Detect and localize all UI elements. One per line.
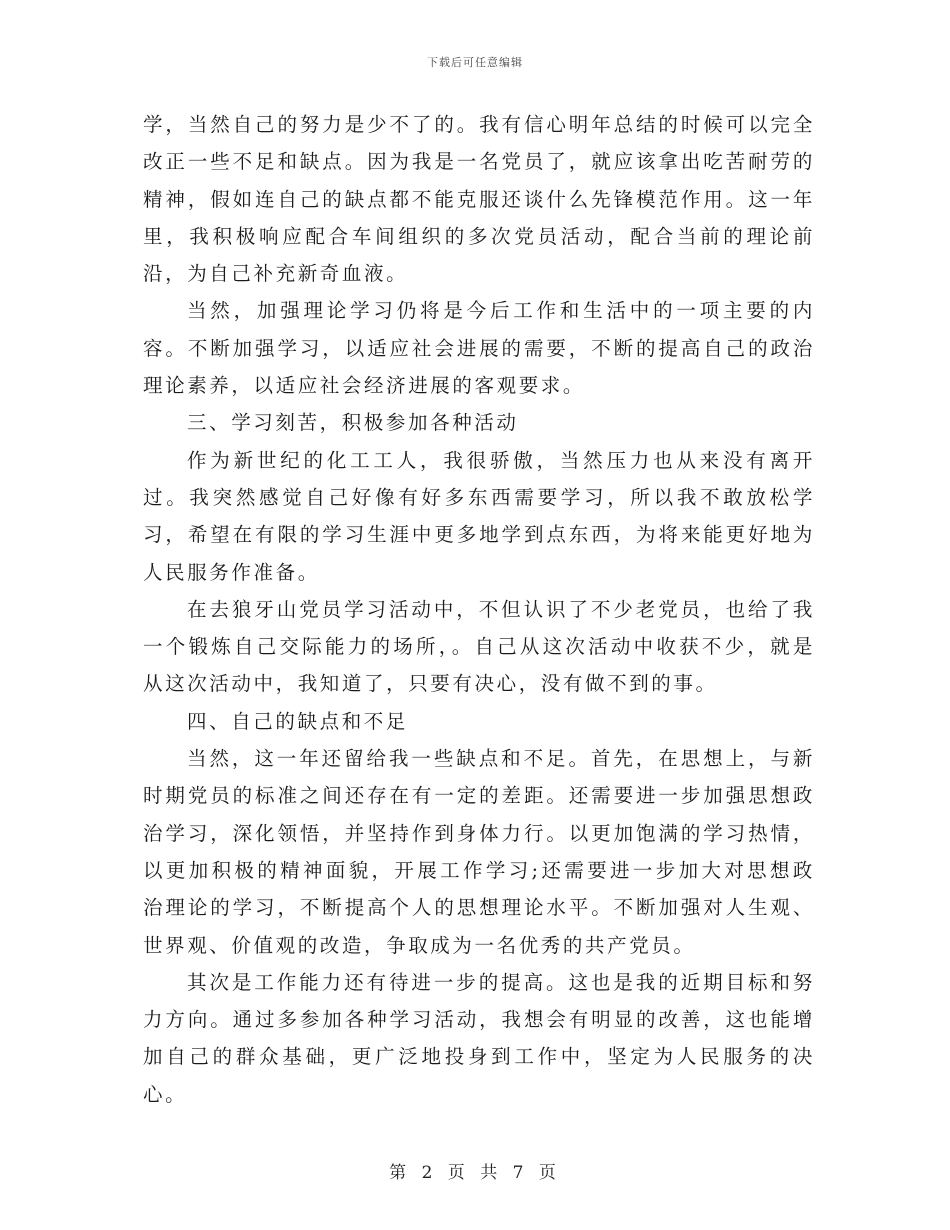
paragraph: 当然，这一年还留给我一些缺点和不足。首先，在思想上，与新时期党员的标准之间还存在有一定的差距。还需要进一步加强思想政治学习，深化领悟，并坚持作到身体力行。以更加饱满的学习热情，以更加积极的精神面貌，开展工作学习;还需要进一步加大对思想政治理论的学习，不断提高个人的思想理论水平。不断加强对人生观、世界观、价值观的改造，争取成为一名优秀的共产党员。 [143, 747, 815, 957]
page-number: 第 2 页 共 7 页 [389, 1163, 561, 1183]
paragraph: 当然，加强理论学习仍将是今后工作和生活中的一项主要的内容。不断加强学习，以适应社会进展的需要，不断的提高自己的政治理论素养，以适应社会经济进展的客观要求。 [143, 299, 815, 398]
paragraph: 其次是工作能力还有待进一步的提高。这也是我的近期目标和努力方向。通过多参加各种学习活动，我想会有明显的改善，这也能增加自己的群众基础，更广泛地投身到工作中，坚定为人民服务的决心。 [143, 970, 815, 1106]
document-body [143, 106, 815, 1113]
paragraph: 作为新世纪的化工工人，我很骄傲，当然压力也从来没有离开过。我突然感觉自己好像有好多东西需要学习，所以我不敢放松学习，希望在有限的学习生涯中更多地学到点东西，为将来能更好地为人民服务作准备。 [143, 448, 815, 584]
page-header: 下载后可任意编辑 [427, 56, 523, 69]
section-heading: 四、自己的缺点和不足 [187, 709, 409, 733]
paragraph: 在去狼牙山党员学习活动中，不但认识了不少老党员，也给了我一个锻炼自己交际能力的场所，。自己从这次活动中收获不少，就是从这次活动中，我知道了，只要有决心，没有做不到的事。 [143, 597, 815, 696]
section-heading: 三、学习刻苦，积极参加各种活动 [187, 411, 519, 435]
paragraph: 学，当然自己的努力是少不了的。我有信心明年总结的时候可以完全改正一些不足和缺点。因为我是一名党员了，就应该拿出吃苦耐劳的精神，假如连自己的缺点都不能克服还谈什么先锋模范作用。这一年里，我积极响应配合车间组织的多次党员活动，配合当前的理论前沿，为自己补充新奇血液。 [143, 113, 815, 286]
